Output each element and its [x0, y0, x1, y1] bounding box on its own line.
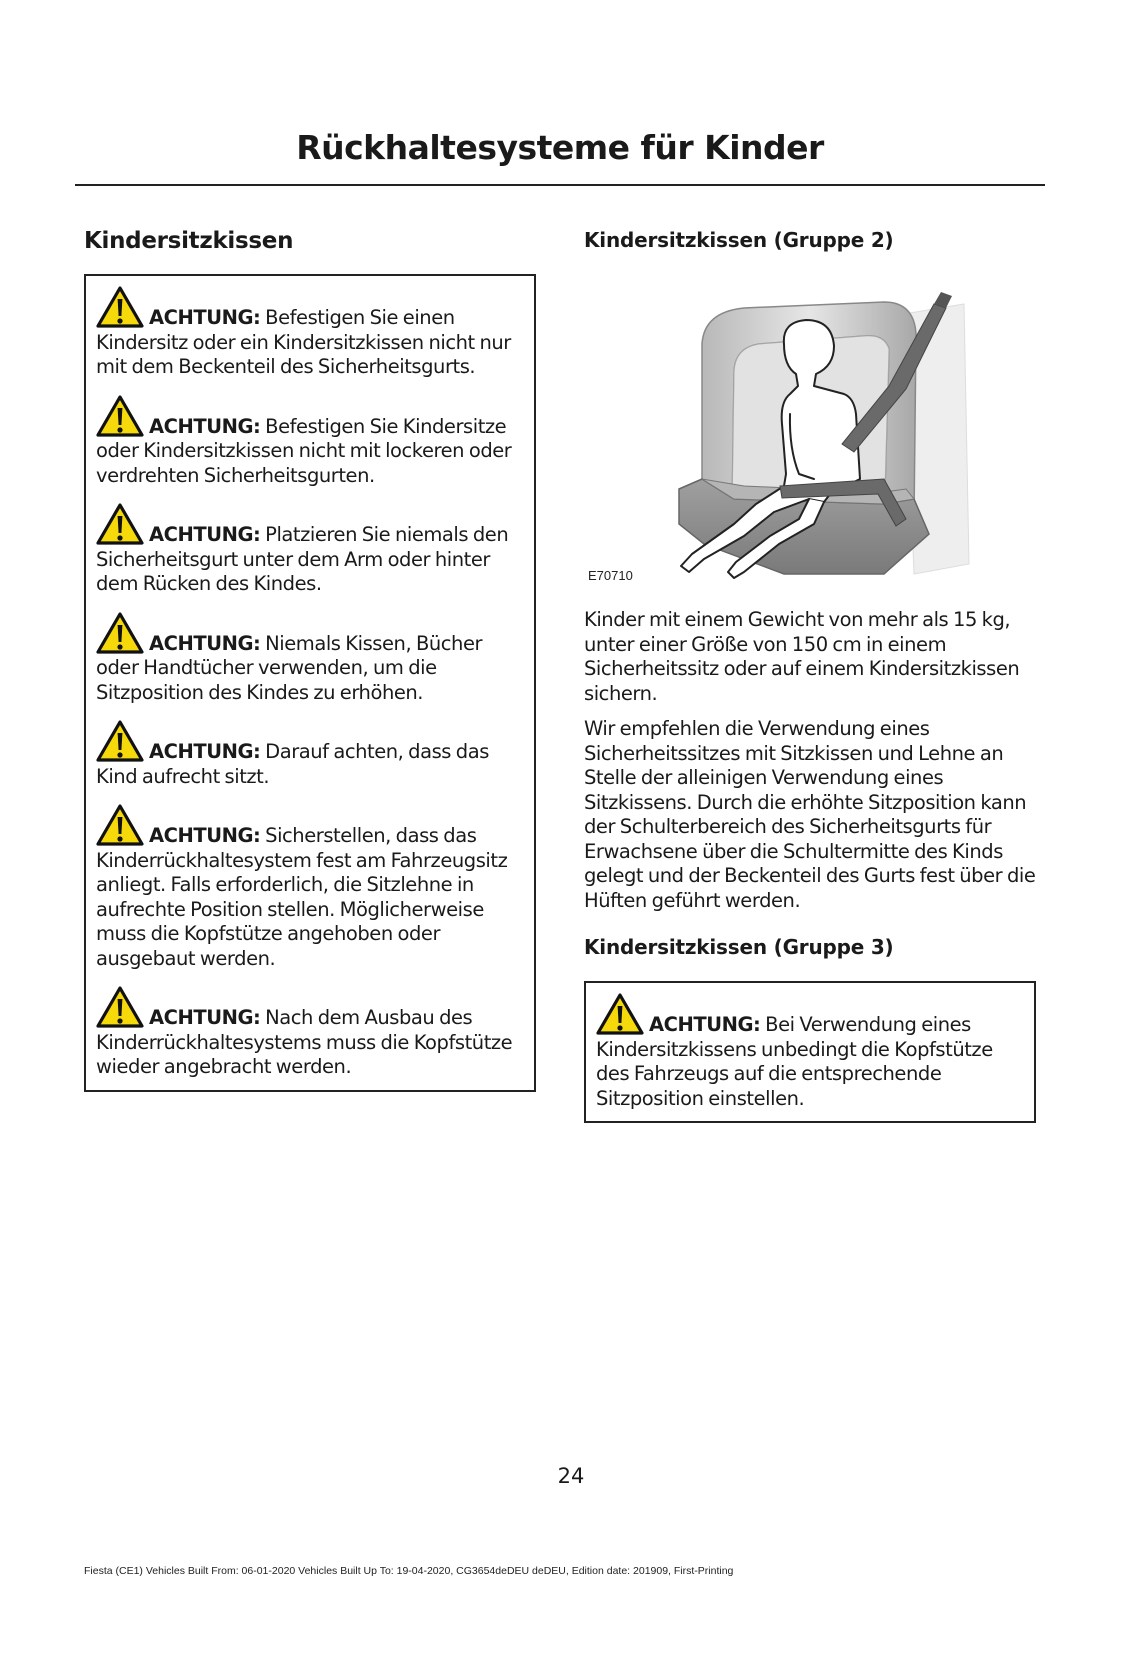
figure-id: E70710: [588, 568, 633, 583]
warning-label: ACHTUNG:: [149, 740, 261, 763]
warning-item: [96, 986, 526, 1080]
warning-triangle-icon: [96, 503, 144, 545]
warning-item: [96, 395, 526, 489]
warning-box: [84, 274, 536, 1092]
warning-label: ACHTUNG:: [149, 306, 261, 329]
warning-triangle-icon: [96, 986, 144, 1028]
title-rule: [75, 184, 1045, 186]
warning-text: Befestigen Sie Kindersitze oder Kindersitzkissen nicht mit lockeren oder verdrehten Sicherheitsgurten.: [96, 414, 512, 487]
warning-item: [96, 720, 526, 789]
warning-triangle-icon: [96, 612, 144, 654]
left-column: [84, 228, 536, 1092]
booster-seat-illustration: [584, 274, 1036, 594]
paragraph: Wir empfehlen die Verwendung eines Sicherheitssitzes mit Sitzkissen und Lehne an Stelle der alleinigen Verwendung eines Sitzkissens. Durch die erhöhte Sitzposition kann der Schulterbereich des Sicherheitsgurts für Erwachsene über die Schultermitte des Kinds gelegt und der Beckenteil des Gurts fest über die Hüften geführt werden.: [584, 717, 1036, 912]
warning-item: [96, 286, 526, 380]
warning-text: Platzieren Sie niemals den Sicherheitsgurt unter dem Arm oder hinter dem Rücken des Kindes.: [96, 523, 509, 595]
paragraph: Kinder mit einem Gewicht von mehr als 15 kg, unter einer Größe von 150 cm in einem Sicherheitssitz oder auf einem Kindersitzkissen sichern.: [584, 608, 1020, 705]
page-title: Rückhaltesysteme für Kinder: [296, 128, 824, 167]
right-column: [584, 228, 1036, 1123]
warning-label: ACHTUNG:: [149, 414, 261, 438]
footer: Fiesta (CE1) Vehicles Built From: 06-01-2020 Vehicles Built Up To: 19-04-2020, CG3654deDEU deDEU, Edition date: 201909, First-Printing: [84, 1565, 734, 1577]
warning-text: Niemals Kissen, Bücher oder Handtücher verwenden, um die Sitzposition des Kindes zu erhöhen.: [96, 631, 483, 704]
warning-triangle-icon: [96, 286, 144, 328]
group2-heading: Kindersitzkissen (Gruppe 2): [584, 228, 894, 252]
section-heading: Kindersitzkissen: [84, 228, 294, 254]
warning-label: ACHTUNG:: [649, 1013, 761, 1036]
warning-label: ACHTUNG:: [149, 523, 261, 546]
warning-label: ACHTUNG:: [149, 824, 261, 847]
warning-item: [96, 503, 526, 597]
warning-text: Nach dem Ausbau des Kinderrückhaltesystems muss die Kopfstütze wieder angebracht werden.: [96, 1006, 513, 1078]
group3-heading: Kindersitzkissen (Gruppe 3): [584, 935, 894, 959]
warning-item: [596, 993, 1026, 1111]
booster-seat-figure: [584, 274, 1036, 594]
warning-box: [584, 981, 1036, 1123]
warning-triangle-icon: [96, 804, 144, 846]
warning-triangle-icon: [96, 720, 144, 762]
page-number: 24: [557, 1464, 585, 1488]
warning-triangle-icon: [96, 395, 144, 437]
warning-label: ACHTUNG:: [149, 1006, 261, 1029]
warning-item: [96, 612, 526, 706]
warning-text: Sicherstellen, dass das Kinderrückhaltesystem fest am Fahrzeugsitz anliegt. Falls erforderlich, die Sitzlehne in aufrechte Position stellen. Möglicherweise muss die Kopfstütze angehoben oder ausgebaut werden.: [96, 824, 508, 970]
warning-item: [96, 804, 526, 971]
warning-text: Befestigen Sie einen Kindersitz oder ein Kindersitzkissen nicht nur mit dem Beckenteil des Sicherheitsgurts.: [96, 306, 511, 378]
warning-text: Bei Verwendung eines Kindersitzkissens unbedingt die Kopfstütze des Fahrzeugs auf die entsprechende Sitzposition einstellen.: [596, 1013, 993, 1110]
warning-text: Darauf achten, dass das Kind aufrecht sitzt.: [96, 740, 489, 788]
warning-triangle-icon: [596, 993, 644, 1035]
warning-label: ACHTUNG:: [149, 631, 261, 655]
